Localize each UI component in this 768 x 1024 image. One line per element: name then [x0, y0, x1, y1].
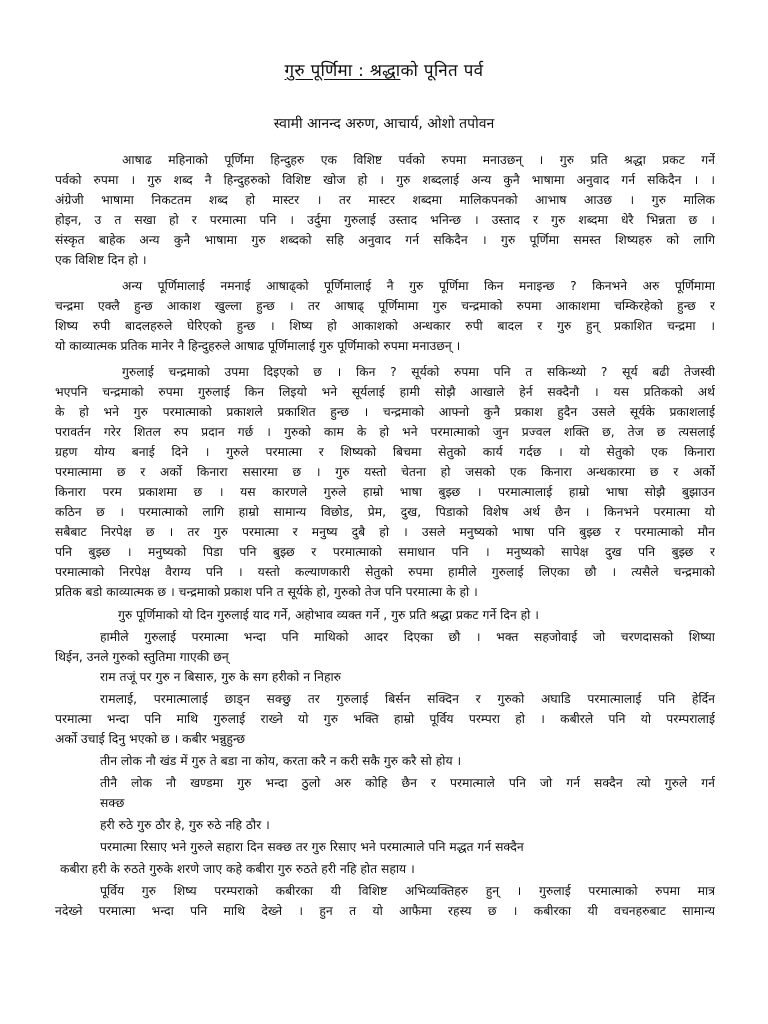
- text-line: भएपनि चन्द्रमाको रुपमा गुरुलाई किन लिइयो भने सूर्यलाई हामी सोझै आखाले हेर्न सक्दैनौ । यस प्रतिकको अर्थ: [55, 385, 715, 399]
- text-line: नदेख्ने परमात्मा भन्दा पनि माथि देख्ने । हुन त यो आफैमा रहस्य छ । कबीरका यी वचनहरुबाट सामान्य: [55, 904, 715, 918]
- text-line: थिईन, उनले गुरुको स्तुतिमा गाएकी छन्: [55, 650, 229, 664]
- text-line: संस्कृत बाहेक अन्य कुनै भाषामा गुरु शब्दको सहि अनुवाद गर्न सकिदैन । गुरु पूर्णिमा समस्त शिष्यहरु को लागि: [55, 233, 715, 247]
- text-line: तीनै लोक नौ खण्डमा गुरु भन्दा ठुलो अरु कोहि छैन र परमात्माले पनि जो गर्न सक्दैन त्यो गुरुले गर्न: [100, 776, 715, 790]
- text-line: पर्वको रुपमा । गुरु शब्द नै हिन्दुहरुको विशिष्ट खोज हो । गुरु शब्दलाई अन्य कुनै भाषामा अनुवाद गर्न सकिदैन । ।: [55, 173, 715, 187]
- text-line: कठिन छ । परमात्माको लागि हाम्रो सामान्य विछोड, प्रेम, दुख, पिडाको विशेष अर्थ छैन । किनभने परमात्मा यो: [55, 505, 715, 519]
- author-line: स्वामी आनन्द अरुण, आचार्य, ओशो तपोवन: [273, 116, 495, 132]
- quote-line: राम तजूं पर गुरु न बिसारु, गुरु के सग हरीको न निहारु: [100, 670, 342, 684]
- text-line: पूर्विय गुरु शिष्य परम्पराको कबीरका यी विशिष्ट अभिव्यक्तिहरु हुन् । गुरुलाई परमात्माको रुपमा मात्र: [100, 884, 715, 898]
- text-line: रामलाई, परमात्मालाई छाड्न सक्छु तर गुरुलाई बिर्सन सक्दिन र गुरुको अघाडि परमात्मालाई पनि हेर्दिन: [100, 692, 715, 706]
- text-line: परमात्मा रिसाए भने गुरुले सहारा दिन सक्छ तर गुरु रिसाए भने परमात्माले पनि मद्धत गर्न सक्दैन: [100, 840, 524, 854]
- document-title: [0, 58, 768, 81]
- text-line: किनारा परम प्रकाशमा छ । यस कारणले गुरुले हाम्रो भाषा बुझ्छ । परमात्मालाई हाम्रो भाषा सोझै बुझाउन: [55, 485, 715, 499]
- title-underlined-part: गुरु पूर्णिमा : श्रद्धा: [284, 61, 401, 81]
- text-line: ग्रहण योग्य बनाई दिने । गुरुले परमात्मा र शिष्यको बिचमा सेतुको कार्य गर्दछ । यो सेतुको एक किनारा: [55, 445, 715, 459]
- text-line: प्रतिक बडो काव्यात्मक छ । चन्द्रमाको प्रकाश पनि त सूर्यके हो, गुरुको तेज पनि परमात्मा के हो ।: [55, 585, 478, 599]
- text-line: गुरुलाई चन्द्रमाको उपमा दिइएको छ । किन ? सूर्यको रुपमा पनि त सकिन्थ्यो ? सूर्य बढी तेजस्वी: [122, 365, 715, 379]
- text-line: परमात्मा भन्दा पनि माथि गुरुलाई राख्ने यो गुरु भक्ति हाम्रो पूर्विय परम्परा हो । कबीरले पनि यो परम्परालाई: [55, 712, 715, 726]
- quote-line: तीन लोक नौ खंड में गुरु ते बडा ना कोय, करता करै न करी सकै गुरु करै सो होय ।: [100, 754, 462, 768]
- text-line: हामीले गुरुलाई परमात्मा भन्दा पनि माथिको आदर दिएका छौ । भक्त सहजोवाई जो चरणदासको शिष्या: [100, 630, 715, 644]
- text-line: के हो भने गुरु परमात्माको प्रकाशले प्रकाशित हुन्छ । चन्द्रमाको आफ्नो कुनै प्रकाश हुदैन उसले सूर्यके प्रकाशलाई: [55, 405, 715, 419]
- text-line: होइन, उ त सखा हो र परमात्मा पनि । उर्दुमा गुरुलाई उस्ताद भनिन्छ । उस्ताद र गुरु शब्दमा धेरै भिन्नता छ ।: [55, 213, 715, 227]
- text-line: सक्छ: [100, 796, 125, 810]
- text-line: सबैबाट निरपेक्ष छ । तर गुरु परमात्मा र मनुष्य दुबै हो । उसले मनुष्यको भाषा पनि बुझ्छ र परमात्माको मौन: [55, 525, 715, 539]
- text-line: अंग्रेजी भाषामा निकटतम शब्द हो मास्टर । तर मास्टर शब्दमा मालिकपनको आभाष आउछ । गुरु मालिक: [55, 193, 715, 207]
- quote-line: हरी रुठे गुरु ठौर हे, गुरु रुठे नहि ठौर ।: [100, 818, 270, 832]
- text-line: आषाढ महिनाको पूर्णिमा हिन्दुहरु एक विशिष्ट पर्वको रुपमा मनाउछन् । गुरु प्रति श्रद्धा प्रकट गर्ने: [122, 153, 715, 167]
- text-line: शिष्य रुपी बादलहरुले घेरिएको हुन्छ । शिष्य हो आकाशको अन्धकार रुपी बादल र गुरु हुन् प्रकाशित चन्द्रमा ।: [55, 319, 715, 333]
- text-line: परमात्माको निरपेक्ष वैराग्य पनि । यस्तो कल्याणकारी सेतुको रुपमा हामीले गुरुलाई लिएका छौ । त्यसैले चन्द्रमाको: [55, 565, 715, 579]
- text-line: एक विशिष्ट दिन हो ।: [55, 253, 147, 267]
- text-line: यो काव्यात्मक प्रतिक मानेर नै हिन्दुहरुले आषाढ पूर्णिमालाई गुरु पूर्णिमाको रुपमा मनाउछन् ।: [55, 339, 461, 353]
- text-line: अन्य पूर्णिमालाई नमनाई आषाढ्को पूर्णिमालाई नै गुरु पूर्णिमा किन मनाइन्छ ? किनभने अरु पूर्णिमामा: [122, 279, 715, 293]
- title-rest-part: को पूनित पर्व: [400, 61, 484, 81]
- text-line: गुरु पूर्णिमाको यो दिन गुरुलाई याद गर्ने, अहोभाव व्यक्त गर्ने , गुरु प्रति श्रद्धा प्रकट गर्ने दिन हो ।: [118, 608, 539, 622]
- text-line: चन्द्रमा एक्लै हुन्छ आकाश खुल्ला हुन्छ । तर आषाढ् पूर्णिमामा गुरु चन्द्रमाको रुपमा आकाशमा चम्किरहेको हुन्छ र: [55, 299, 715, 313]
- text-line: पनि बुझ्छ । मनुष्यको पिडा पनि बुझ्छ र परमात्माको समाधान पनि । मनुष्यको सापेक्ष दुख पनि बुझ्छ र: [55, 545, 715, 559]
- quote-line: कबीरा हरी के रुठते गुरुके शरणे जाए कहे कबीरा गुरु रुठते हरी नहि होत सहाय ।: [60, 862, 415, 876]
- text-line: परावर्तन गरेर शितल रुप प्रदान गर्छ । गुरुको काम के हो भने परमात्माको जुन प्रज्वल शक्ति छ, तेज छ त्यसलाई: [55, 425, 715, 439]
- text-line: अर्को उचाई दिनु भएको छ । कबीर भन्नुहुन्छ: [55, 732, 246, 746]
- text-line: परमात्मामा छ र अर्को किनारा ससारमा छ । गुरु यस्तो चेतना हो जसको एक किनारा अन्धकारमा छ र अर्को: [55, 465, 715, 479]
